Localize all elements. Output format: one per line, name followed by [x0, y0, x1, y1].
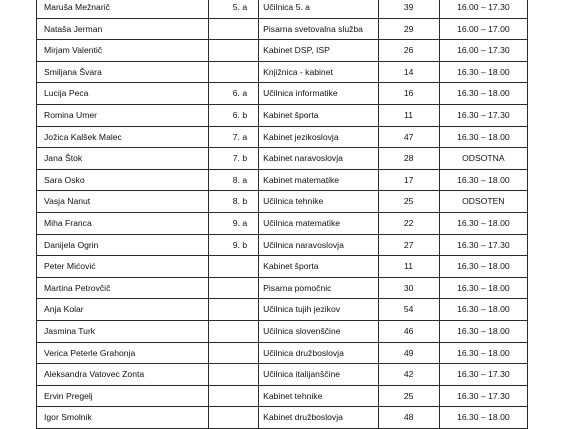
room-number-cell: 16	[378, 83, 439, 105]
time-cell: 16.30 – 18.00	[439, 212, 527, 234]
teacher-name-cell: Peter Mićović	[37, 256, 209, 278]
table-row	[37, 126, 528, 148]
table-row	[37, 277, 528, 299]
table-body	[37, 0, 528, 428]
teacher-name-cell: Anja Kolar	[37, 299, 209, 321]
class-cell	[209, 407, 259, 429]
time-cell: 16.00 – 17.30	[439, 40, 527, 62]
class-cell: 9. b	[209, 234, 259, 256]
table-row	[37, 234, 528, 256]
room-cell: Učilnica matematike	[259, 212, 378, 234]
room-cell: Knjižnica - kabinet	[259, 61, 378, 83]
room-number-cell: 48	[378, 407, 439, 429]
time-cell: 16.30 – 17.30	[439, 385, 527, 407]
room-cell: Učilnica informatike	[259, 83, 378, 105]
time-cell: 16.00 – 17.00	[439, 18, 527, 40]
table-row	[37, 40, 528, 62]
room-number-cell: 46	[378, 320, 439, 342]
room-cell: Kabinet družboslovja	[259, 407, 378, 429]
room-number-cell: 42	[378, 364, 439, 386]
teacher-name-cell: Danijela Ogrin	[37, 234, 209, 256]
room-number-cell: 14	[378, 61, 439, 83]
room-cell: Učilnica tujih jezikov	[259, 299, 378, 321]
table-row	[37, 191, 528, 213]
teacher-name-cell: Lucija Peca	[37, 83, 209, 105]
time-cell: 16.00 – 17.30	[439, 0, 527, 18]
table-row	[37, 385, 528, 407]
class-cell	[209, 40, 259, 62]
table-row	[37, 364, 528, 386]
class-cell: 8. a	[209, 169, 259, 191]
time-cell: ODSOTEN	[439, 191, 527, 213]
room-number-cell: 25	[378, 385, 439, 407]
room-number-cell: 47	[378, 126, 439, 148]
class-cell: 7. b	[209, 148, 259, 170]
room-number-cell: 29	[378, 18, 439, 40]
teacher-name-cell: Nataša Jerman	[37, 18, 209, 40]
room-cell: Kabinet matematike	[259, 169, 378, 191]
class-cell	[209, 299, 259, 321]
class-cell: 6. b	[209, 104, 259, 126]
teacher-name-cell: Jasmina Turk	[37, 320, 209, 342]
table-row	[37, 299, 528, 321]
table-row	[37, 83, 528, 105]
class-cell: 8. b	[209, 191, 259, 213]
time-cell: 16.30 – 18.00	[439, 83, 527, 105]
table-row	[37, 0, 528, 18]
class-cell	[209, 61, 259, 83]
teacher-name-cell: Jana Štok	[37, 148, 209, 170]
room-number-cell: 27	[378, 234, 439, 256]
class-cell	[209, 256, 259, 278]
table-row	[37, 256, 528, 278]
room-cell: Kabinet športa	[259, 104, 378, 126]
room-number-cell: 11	[378, 104, 439, 126]
time-cell: 16.30 – 17.30	[439, 234, 527, 256]
room-number-cell: 30	[378, 277, 439, 299]
class-cell	[209, 320, 259, 342]
room-cell: Učilnica slovenščine	[259, 320, 378, 342]
teacher-name-cell: Verica Peterle Grahonja	[37, 342, 209, 364]
table-row	[37, 104, 528, 126]
time-cell: 16.30 – 18.00	[439, 61, 527, 83]
table-row	[37, 342, 528, 364]
room-cell: Pisarna pomočnic	[259, 277, 378, 299]
office-hours-table	[36, 0, 528, 429]
time-cell: 16.30 – 18.00	[439, 277, 527, 299]
time-cell: 16.30 – 18.00	[439, 320, 527, 342]
class-cell	[209, 18, 259, 40]
class-cell	[209, 342, 259, 364]
teacher-name-cell: Maruša Mežnarič	[37, 0, 209, 18]
teacher-name-cell: Romina Umer	[37, 104, 209, 126]
time-cell: 16.30 – 17.30	[439, 364, 527, 386]
room-cell: Učilnica naravoslovja	[259, 234, 378, 256]
table-row	[37, 320, 528, 342]
class-cell: 9. a	[209, 212, 259, 234]
room-cell: Kabinet naravoslovja	[259, 148, 378, 170]
room-cell: Učilnica tehnike	[259, 191, 378, 213]
teacher-name-cell: Martina Petrovčič	[37, 277, 209, 299]
table-row	[37, 61, 528, 83]
class-cell	[209, 385, 259, 407]
table-row	[37, 212, 528, 234]
class-cell: 5. a	[209, 0, 259, 18]
teacher-name-cell: Sara Osko	[37, 169, 209, 191]
time-cell: ODSOTNA	[439, 148, 527, 170]
time-cell: 16.30 – 18.00	[439, 169, 527, 191]
table-row	[37, 18, 528, 40]
room-number-cell: 26	[378, 40, 439, 62]
class-cell	[209, 277, 259, 299]
table-row	[37, 407, 528, 429]
room-cell: Pisarna svetovalna služba	[259, 18, 378, 40]
teacher-name-cell: Jožica Kalšek Malec	[37, 126, 209, 148]
teacher-name-cell: Ervin Pregelj	[37, 385, 209, 407]
time-cell: 16.30 – 17.30	[439, 104, 527, 126]
class-cell	[209, 364, 259, 386]
table-row	[37, 148, 528, 170]
teacher-name-cell: Miha Franca	[37, 212, 209, 234]
time-cell: 16.30 – 18.00	[439, 342, 527, 364]
room-cell: Kabinet jezikoslovja	[259, 126, 378, 148]
room-cell: Kabinet DSP, ISP	[259, 40, 378, 62]
room-number-cell: 22	[378, 212, 439, 234]
teacher-name-cell: Igor Smolnik	[37, 407, 209, 429]
time-cell: 16.30 – 18.00	[439, 299, 527, 321]
room-number-cell: 17	[378, 169, 439, 191]
room-cell: Učilnica italijanščine	[259, 364, 378, 386]
room-cell: Kabinet športa	[259, 256, 378, 278]
table-row	[37, 169, 528, 191]
time-cell: 16.30 – 18.00	[439, 126, 527, 148]
room-number-cell: 49	[378, 342, 439, 364]
room-number-cell: 11	[378, 256, 439, 278]
time-cell: 16.30 – 18.00	[439, 407, 527, 429]
room-cell: Učilnica 5. a	[259, 0, 378, 18]
teacher-name-cell: Vasja Nanut	[37, 191, 209, 213]
class-cell: 7. a	[209, 126, 259, 148]
room-cell: Kabinet tehnike	[259, 385, 378, 407]
room-cell: Učilnica družboslovja	[259, 342, 378, 364]
room-number-cell: 54	[378, 299, 439, 321]
time-cell: 16.30 – 18.00	[439, 256, 527, 278]
teacher-name-cell: Mirjam Valentič	[37, 40, 209, 62]
room-number-cell: 39	[378, 0, 439, 18]
room-number-cell: 28	[378, 148, 439, 170]
class-cell: 6. a	[209, 83, 259, 105]
teacher-name-cell: Aleksandra Vatovec Zonta	[37, 364, 209, 386]
room-number-cell: 25	[378, 191, 439, 213]
teacher-name-cell: Smiljana Švara	[37, 61, 209, 83]
